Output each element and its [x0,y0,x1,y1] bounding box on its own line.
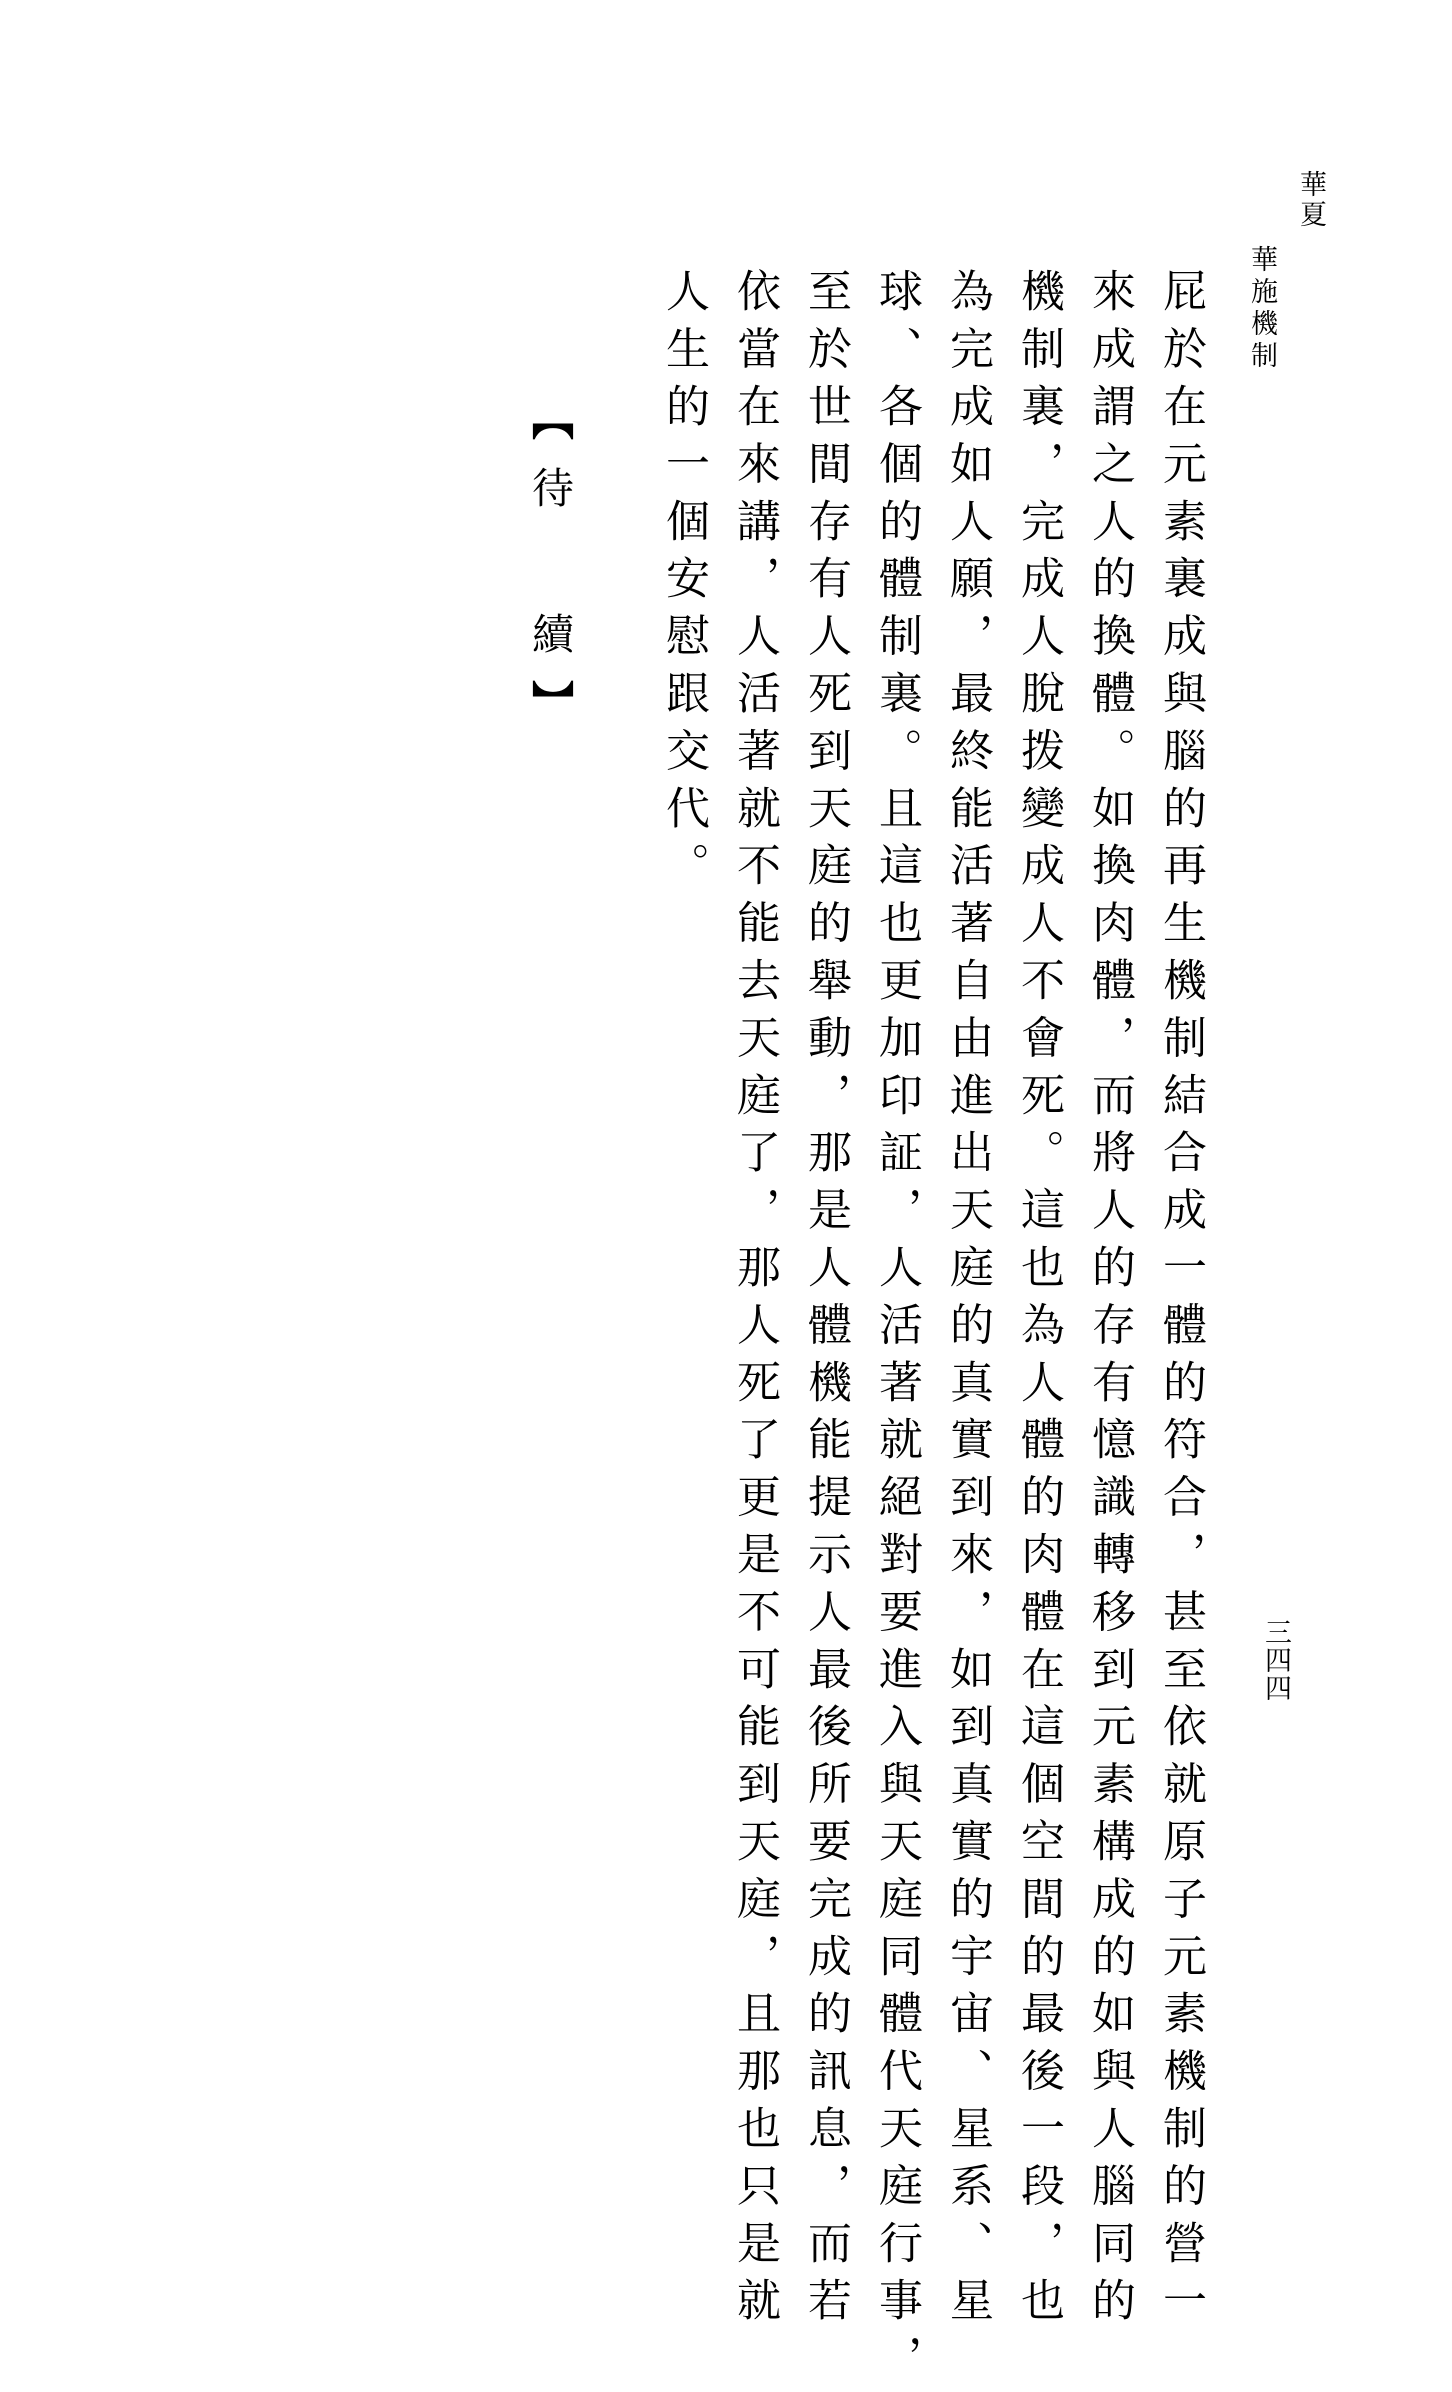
to-be-continued [524,398,576,722]
continued-char-2: 續 [526,612,575,654]
running-head [1248,170,1324,430]
text-column-7: 依當在來講，人活著就不能去天庭了，那人死了更是不可能到天庭，且那也只是就 [729,268,780,2335]
continued-char-1: 待 [526,466,575,508]
body-text [657,268,1206,2392]
text-column-3: 機制裏，完成人脫拨變成人不會死。這也為人體的肉體在這個空間的最後一段，也 [1013,268,1064,2335]
text-column-5: 球、各個的體制裏。且這也更加印証，人活著就絕對要進入與天庭同體代天庭行事， [871,268,922,2392]
text-column-1: 屁於在元素裏成與腦的再生機制結合成一體的符合，甚至依就原子元素機制的營一 [1155,268,1206,2335]
text-column-2: 來成謂之人的換體。如換肉體，而將人的存有憶識轉移到元素構成的如與人腦同的 [1084,268,1135,2335]
series-name: 華夏 [1295,170,1326,230]
close-bracket: 】 [526,680,575,722]
open-bracket: 【 [526,398,575,440]
page-number: 三四四 [1260,1618,1291,1702]
text-column-4: 為完成如人願，最終能活著自由進出天庭的真實到來，如到真實的宇宙、星系、星 [942,268,993,2335]
text-column-8: 人生的一個安慰跟交代。 [658,268,709,900]
text-column-6: 至於世間存有人死到天庭的舉動，那是人體機能提示人最後所要完成的訊息，而若 [800,268,851,2335]
book-title: 華施機制 [1246,245,1277,373]
